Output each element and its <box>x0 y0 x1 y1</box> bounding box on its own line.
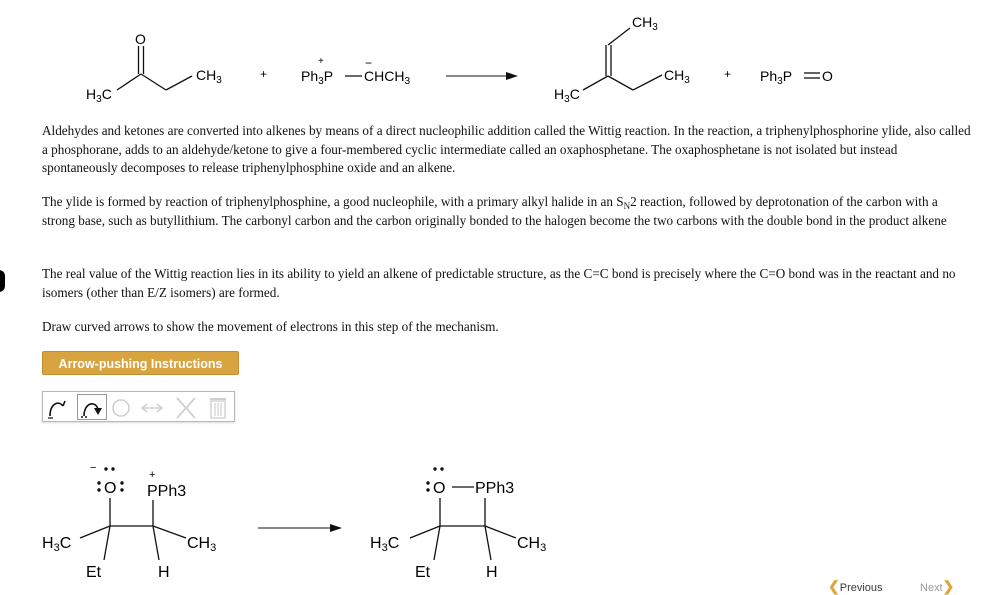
ylide-plus-charge: + <box>318 56 324 67</box>
phosphine-oxide <box>760 68 833 87</box>
reactant-ketone <box>86 31 222 105</box>
arrow-pushing-instructions-button[interactable]: Arrow-pushing Instructions <box>42 351 239 375</box>
left-phosphorus-plus-charge: + <box>149 469 156 481</box>
right-methyl-right-label: CH3 <box>517 535 547 554</box>
ylide <box>301 56 410 87</box>
sn-subscript: N <box>623 201 631 211</box>
right-phosphorus-label: PPh3 <box>475 480 515 497</box>
left-methyl-left-label: H3C <box>42 535 72 554</box>
oxide-phosphorus-label: $Ph_3P$ <box>760 68 793 87</box>
ketone-right-label: $CH_3$ <box>196 67 222 86</box>
mechanism-canvas[interactable] <box>0 436 1006 591</box>
chevron-left-icon: ❮ <box>828 578 840 594</box>
ylide-phosphorus-label: $Ph_3P$ <box>301 68 334 87</box>
right-oxygen-label: O <box>433 480 446 497</box>
alkene-left-label: $H_3C$ <box>554 86 580 105</box>
oxaphosphetane-structure <box>370 467 546 581</box>
left-oxygen-minus-charge: − <box>90 462 97 474</box>
plus-sign-2: + <box>724 67 732 81</box>
plus-sign-1: + <box>260 67 268 81</box>
task-instruction: Draw curved arrows to show the movement of electrons in this step of the mechanism. <box>42 319 499 334</box>
right-hydrogen-label: H <box>486 564 498 581</box>
ylide-minus-charge: − <box>365 56 373 70</box>
previous-button[interactable] <box>828 578 883 595</box>
alkene-top-label: $CH_3$ <box>632 14 658 33</box>
betaine-structure <box>42 462 216 581</box>
resonance-arrow-icon[interactable] <box>137 394 167 420</box>
alkene-right-label: $CH_3$ <box>664 67 690 86</box>
ylide-paragraph <box>42 193 972 230</box>
ylide-carbon-label: $CHCH_3$ <box>364 68 411 87</box>
ylide-paragraph-part1: The ylide is formed by reaction of triphenylphosphine, a good nucleophile, with a primary alkyl halide in an S <box>42 194 624 209</box>
left-methyl-right-label: CH3 <box>187 535 217 554</box>
ketone-oxygen-label: O <box>135 31 146 47</box>
oxide-oxygen-label: O <box>822 68 833 84</box>
trash-can-icon[interactable] <box>205 394 231 420</box>
right-ethyl-label: Et <box>415 564 431 581</box>
drawing-toolbar <box>42 391 235 422</box>
next-label: Next <box>920 582 943 594</box>
next-button[interactable] <box>920 578 954 595</box>
delete-x-icon[interactable] <box>173 394 199 420</box>
lone-pair-circle-icon[interactable] <box>109 394 133 420</box>
product-alkene <box>554 14 690 105</box>
intro-paragraph: Aldehydes and ketones are converted into alkenes by means of a direct nucleophilic addition called the Wittig reaction. In the reaction, a triphenylphosphorine ylide, also called a phosphorane, adds to an aldehyde/ketone to give a four-membered cyclic intermediate called an oxaphosphetane. The oxaphosphetane is not isolated but instead spontaneously decomposes to release triphenylphosphine oxide and an alkene. <box>42 123 971 175</box>
right-methyl-left-label: H3C <box>370 535 400 554</box>
left-ethyl-label: Et <box>86 564 102 581</box>
left-phosphorus-label: PPh3 <box>147 483 187 500</box>
ylide-paragraph-part2: 2 reaction, followed by deprotonation of the carbon with a strong base, such as butyllithium. The carbonyl carbon and the carbon originally bonded to the halogen become the two carbons with the double bond in the product alkene <box>42 194 947 228</box>
reaction-equation <box>0 0 1006 120</box>
side-panel-handle[interactable] <box>0 270 5 292</box>
single-electron-arrow-icon[interactable] <box>45 394 71 420</box>
left-hydrogen-label: H <box>158 564 170 581</box>
chevron-right-icon: ❯ <box>942 578 955 594</box>
previous-label: Previous <box>839 582 883 594</box>
value-paragraph: The real value of the Wittig reaction lies in its ability to yield an alkene of predictable structure, as the C=C bond is precisely where the C=O bond was in the reactant and no isomers (other than E/Z isomers) are formed. <box>42 266 956 300</box>
ketone-left-label: $H_3C$ <box>86 86 112 105</box>
electron-pair-arrow-icon[interactable] <box>77 394 107 420</box>
left-oxygen-label: O <box>104 480 117 497</box>
